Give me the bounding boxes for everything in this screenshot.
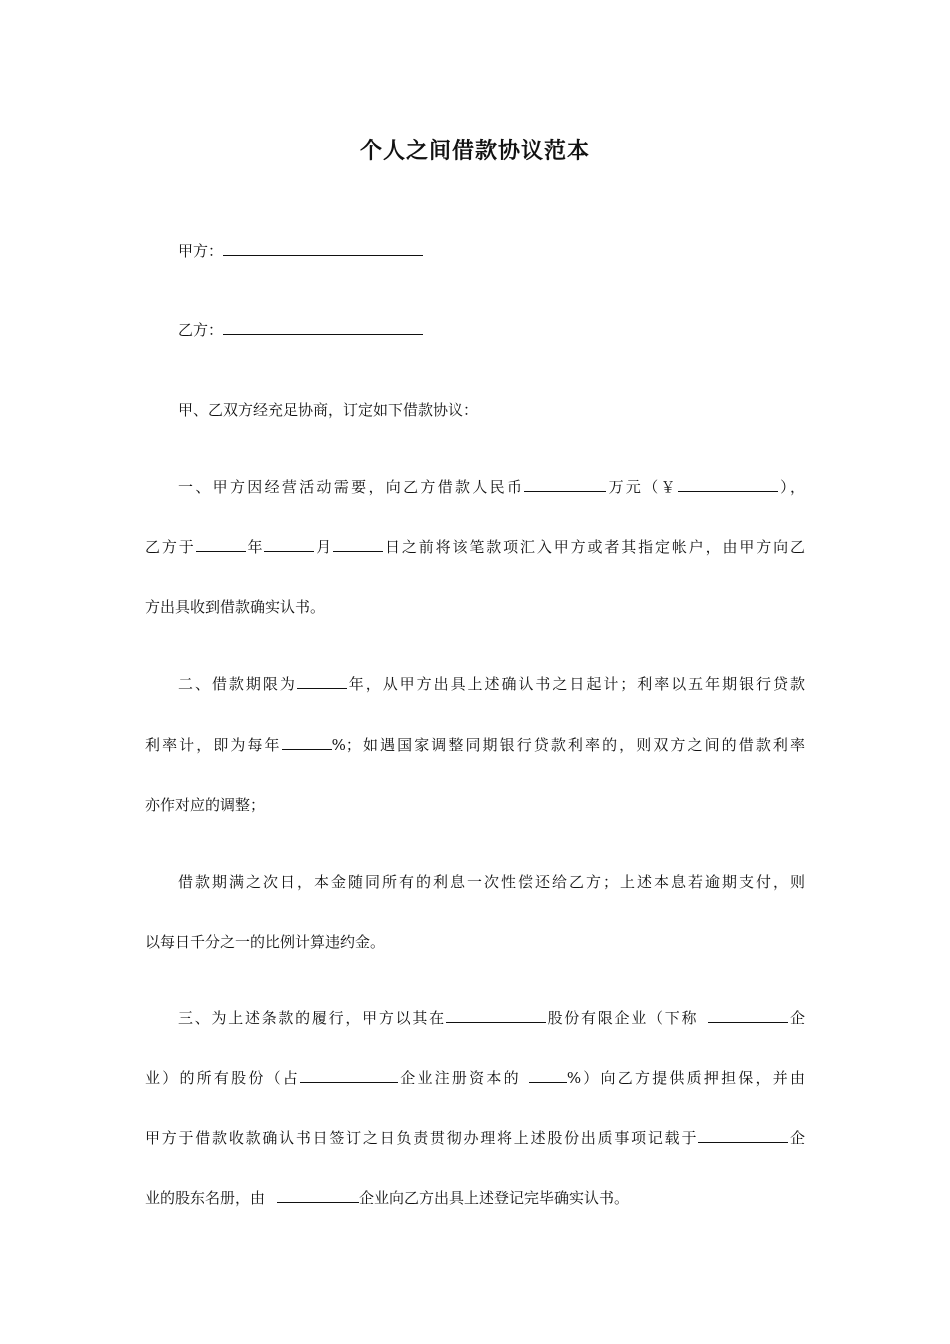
clause-2-text: 利率计，即为每年 — [145, 736, 282, 754]
clause-1-text: ）， — [777, 478, 805, 496]
amount-yuan-blank[interactable] — [678, 476, 778, 492]
clause-3-line-2 — [145, 1067, 805, 1089]
clause-2-line-3: 亦作对应的调整； — [145, 796, 266, 814]
clause-3-text: 企业向乙方出具上述登记完毕确实认书。 — [359, 1189, 630, 1207]
intro-line: 甲、乙双方经充足协商，订定如下借款协议： — [178, 401, 479, 419]
clause-3-text: 企 — [788, 1009, 805, 1027]
party-a-blank[interactable] — [223, 240, 423, 256]
clause-3-text: 业的股东名册，由 — [145, 1189, 266, 1207]
clause-1-line-3: 方出具收到借款确实认书。 — [145, 598, 326, 616]
clause-3-line-3 — [145, 1127, 805, 1149]
party-b-line — [178, 319, 805, 341]
clause-1-text: 月 — [314, 538, 334, 556]
company-blank[interactable] — [300, 1067, 398, 1083]
interest-rate-blank[interactable] — [282, 734, 332, 750]
register-company-blank[interactable] — [698, 1127, 788, 1143]
party-b-blank[interactable] — [223, 319, 423, 335]
clause-3-text: 三、为上述条款的履行，甲方以其在 — [178, 1009, 446, 1027]
clause-1-line-2 — [145, 536, 805, 558]
clause-3-text: 业）的所有股份（占 — [145, 1069, 301, 1087]
company-name-blank[interactable] — [446, 1007, 546, 1023]
clause-3-line-4 — [145, 1187, 805, 1209]
repayment-line-2: 以每日千分之一的比例计算违约金。 — [145, 933, 386, 951]
day-blank[interactable] — [333, 536, 383, 552]
party-a-line — [178, 240, 805, 262]
clause-3-text: 企业注册资本的 — [398, 1069, 521, 1087]
party-a-label: 甲方： — [178, 242, 224, 260]
clause-2-line-1 — [178, 673, 805, 695]
company-short-name-blank[interactable] — [708, 1007, 788, 1023]
issuing-company-blank[interactable] — [277, 1187, 359, 1203]
clause-2-line-2 — [145, 734, 805, 756]
term-years-blank[interactable] — [297, 673, 347, 689]
clause-3-text: %）向乙方提供质押担保，并由 — [566, 1069, 805, 1087]
clause-3-text: 企 — [788, 1129, 805, 1147]
clause-1-text: 万元（￥ — [606, 478, 678, 496]
clause-1-text: 一、甲方因经营活动需要，向乙方借款人民币 — [178, 478, 525, 496]
month-blank[interactable] — [264, 536, 314, 552]
clause-1-text: 乙方于 — [145, 538, 196, 556]
clause-1-line-1 — [178, 476, 805, 498]
clause-2-text: 年，从甲方出具上述确认书之日起计；利率以五年期银行贷款 — [346, 675, 805, 693]
clause-1-text: 年 — [245, 538, 265, 556]
year-blank[interactable] — [196, 536, 246, 552]
clause-2-text: %；如遇国家调整同期银行贷款利率的，则双方之间的借款利率 — [331, 736, 805, 754]
clause-3-text: 甲方于借款收款确认书日签订之日负责贯彻办理将上述股份出质事项记载于 — [145, 1129, 699, 1147]
clause-1-text: 日之前将该笔款项汇入甲方或者其指定帐户，由甲方向乙 — [383, 538, 805, 556]
repayment-line-1: 借款期满之次日，本金随同所有的利息一次性偿还给乙方；上述本息若逾期支付，则 — [178, 873, 805, 891]
amount-wan-blank[interactable] — [524, 476, 606, 492]
clause-3-line-1 — [178, 1007, 805, 1029]
clause-2-text: 二、借款期限为 — [178, 675, 297, 693]
document-title: 个人之间借款协议范本 — [359, 139, 590, 164]
party-b-label: 乙方： — [178, 321, 224, 339]
share-percent-blank[interactable] — [529, 1067, 567, 1083]
clause-3-text: 股份有限企业（下称 — [545, 1009, 699, 1027]
